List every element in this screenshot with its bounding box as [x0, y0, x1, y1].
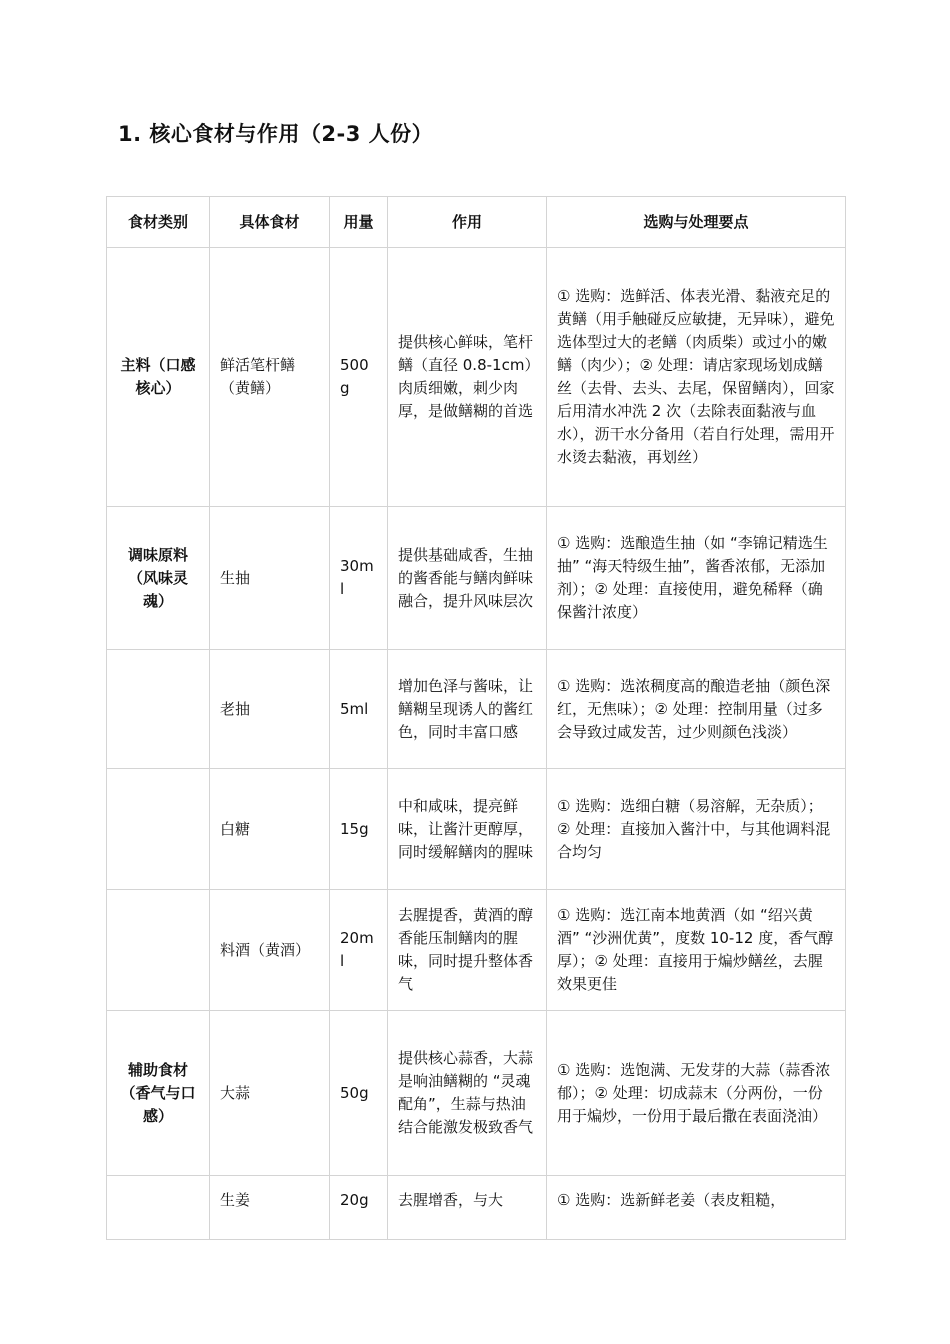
tips-cell: ① 选购：选鲜活、体表光滑、黏液充足的黄鳝（用手触碰反应敏捷，无异味），避免选体型过大的老鳝（肉质柴）或过小的嫩鳝（肉少）；② 处理：请店家现场划成鳝丝（去骨、去头、去尾，保留鳝肉），回家后用清水冲洗 2 次（去除表面黏液与血水），沥干水分备用（若自行处理，需用开水烫去黏液，再划丝） [547, 248, 846, 507]
tips-cell: ① 选购：选酿造生抽（如 “李锦记精选生抽” “海天特级生抽”，酱香浓郁，无添加剂）；② 处理：直接使用，避免稀释（确保酱汁浓度） [547, 507, 846, 650]
role-cell: 去腥增香，与大 [388, 1176, 547, 1240]
category-cell [107, 769, 210, 890]
table-header-row [107, 197, 846, 248]
amount-cell: 500g [330, 248, 388, 507]
ingredient-cell: 料酒（黄酒） [210, 890, 330, 1011]
role-cell: 提供核心蒜香，大蒜是响油鳝糊的 “灵魂配角”，生蒜与热油结合能激发极致香气 [388, 1011, 547, 1176]
role-cell: 去腥提香，黄酒的醇香能压制鳝肉的腥味，同时提升整体香气 [388, 890, 547, 1011]
category-cell [107, 650, 210, 769]
ingredient-cell: 白糖 [210, 769, 330, 890]
amount-cell: 15g [330, 769, 388, 890]
header-category: 食材类别 [107, 197, 210, 248]
category-cell: 调味原料（风味灵魂） [107, 507, 210, 650]
tips-cell: ① 选购：选新鲜老姜（表皮粗糙， [547, 1176, 846, 1240]
tips-cell: ① 选购：选饱满、无发芽的大蒜（蒜香浓郁）；② 处理：切成蒜末（分两份，一份用于煸炒，一份用于最后撒在表面浇油） [547, 1011, 846, 1176]
table-row [107, 248, 846, 507]
table-row [107, 769, 846, 890]
tips-cell: ① 选购：选浓稠度高的酿造老抽（颜色深红，无焦味）；② 处理：控制用量（过多会导致过咸发苦，过少则颜色浅淡） [547, 650, 846, 769]
ingredient-cell: 生抽 [210, 507, 330, 650]
ingredients-table [106, 196, 846, 1240]
header-amount: 用量 [330, 197, 388, 248]
table-row [107, 650, 846, 769]
tips-cell: ① 选购：选细白糖（易溶解，无杂质）；② 处理：直接加入酱汁中，与其他调料混合均匀 [547, 769, 846, 890]
ingredient-cell: 大蒜 [210, 1011, 330, 1176]
ingredient-cell: 老抽 [210, 650, 330, 769]
table-row [107, 1176, 846, 1240]
role-cell: 提供基础咸香，生抽的酱香能与鳝肉鲜味融合，提升风味层次 [388, 507, 547, 650]
header-tips: 选购与处理要点 [547, 197, 846, 248]
role-cell: 中和咸味，提亮鲜味，让酱汁更醇厚，同时缓解鳝肉的腥味 [388, 769, 547, 890]
header-role: 作用 [388, 197, 547, 248]
amount-cell: 30ml [330, 507, 388, 650]
role-cell: 增加色泽与酱味，让鳝糊呈现诱人的酱红色，同时丰富口感 [388, 650, 547, 769]
category-cell [107, 1176, 210, 1240]
category-cell: 辅助食材（香气与口感） [107, 1011, 210, 1176]
page-title: 1. 核心食材与作用（2-3 人份） [118, 122, 434, 146]
category-cell [107, 890, 210, 1011]
tips-cell: ① 选购：选江南本地黄酒（如 “绍兴黄酒” “沙洲优黄”，度数 10-12 度，香气醇厚）；② 处理：直接用于煸炒鳝丝，去腥效果更佳 [547, 890, 846, 1011]
ingredient-cell: 生姜 [210, 1176, 330, 1240]
category-cell: 主料（口感核心） [107, 248, 210, 507]
table-row [107, 1011, 846, 1176]
ingredient-cell: 鲜活笔杆鳝（黄鳝） [210, 248, 330, 507]
amount-cell: 20ml [330, 890, 388, 1011]
header-ingredient: 具体食材 [210, 197, 330, 248]
amount-cell: 20g [330, 1176, 388, 1240]
amount-cell: 50g [330, 1011, 388, 1176]
role-cell: 提供核心鲜味，笔杆鳝（直径 0.8-1cm）肉质细嫩，刺少肉厚，是做鳝糊的首选 [388, 248, 547, 507]
table-row [107, 890, 846, 1011]
table-row [107, 507, 846, 650]
amount-cell: 5ml [330, 650, 388, 769]
